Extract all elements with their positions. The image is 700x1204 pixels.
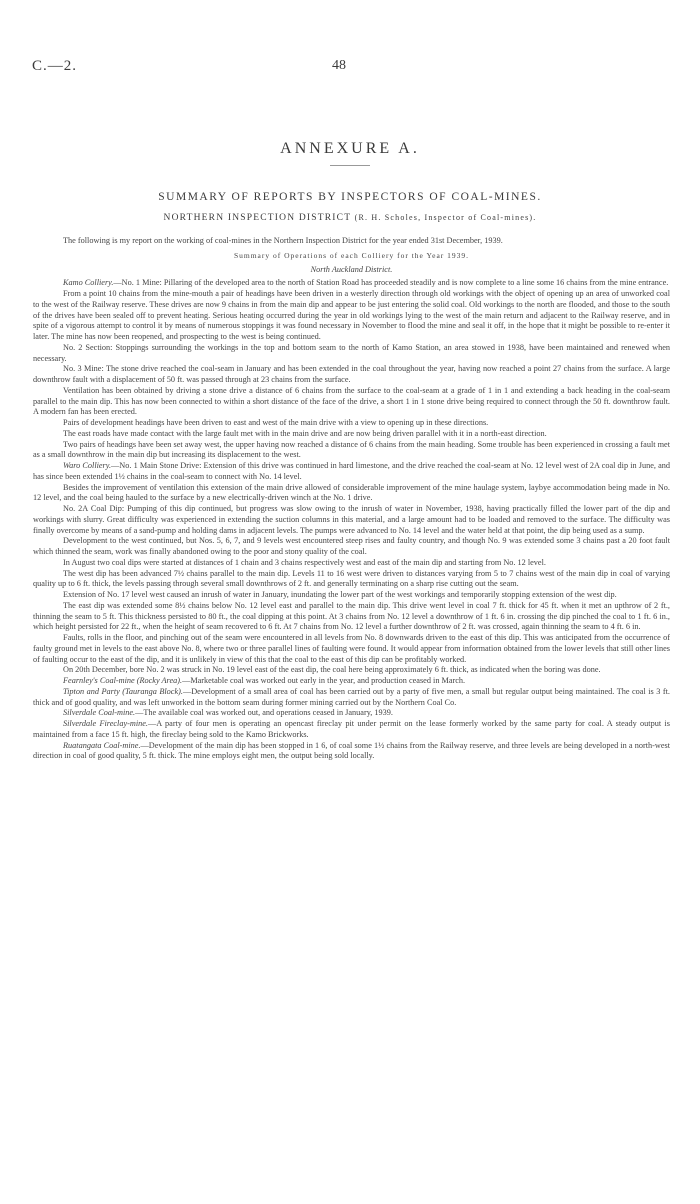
report-paragraph (33, 558, 670, 569)
report-paragraph (33, 461, 670, 483)
report-paragraph (33, 440, 670, 462)
report-paragraph (33, 386, 670, 418)
report-paragraph (33, 418, 670, 429)
colliery-name: Ruatangata Coal-mine. (63, 740, 141, 750)
report-paragraph (33, 483, 670, 505)
paragraph-text: Two pairs of headings have been set away west, the upper having now reached a distance of 6 chains from the main heading. Some trouble has been experienced in crossing a fault met as a small downthrow in the main dip but increasing its displacement to the west. (33, 439, 670, 460)
paragraph-text: No. 2 Section: Stoppings surrounding the workings in the top and bottom seam to the north of Kamo Station, an area stowed in 1938, have been maintained and renewed when necessary. (33, 342, 670, 363)
colliery-name: Kamo Colliery. (63, 278, 114, 288)
summary-heading: SUMMARY OF REPORTS BY INSPECTORS OF COAL-MINES. (158, 191, 542, 203)
colliery-name: Tipton and Party (Tauranga Block). (63, 686, 183, 696)
report-paragraph (33, 343, 670, 365)
report-paragraph (33, 278, 670, 289)
paragraph-text: The east dip was extended some 8½ chains below No. 12 level east and parallel to the main dip. This drive went level in coal 7 ft. thick for 45 ft. when it met an upthrow of 2 ft., thinning the seam to 5 ft. This thickness persisted to 80 ft., the coal dipping at this point. At 3 chains from No. 12 level a downthrow of 1 ft. 6 in. crossing the dip pinched the coal to 1 ft. 6 in., which height persisted for 22 ft., when the height of seam recovered to 6 ft. At 7 chains from No. 12 level a further downthrow of 2 ft. was crossed, again thinning the seam to 4 ft. 6 in. (33, 600, 670, 632)
colliery-name: Silverdale Coal-mine. (63, 708, 136, 718)
report-paragraph (33, 665, 670, 676)
paragraph-text: —Development of the main dip has been stopped in 1 6, of coal some 1½ chains from the Railway reserve, and three levels are being developed in a north-west direction in coal of good quality, 5 ft. thick. The mine employs eight men, the output being sold locally. (33, 740, 671, 761)
paragraph-text: —Marketable coal was worked out early in the year, and production ceased in March. (182, 676, 466, 685)
report-paragraph (33, 504, 670, 536)
report-paragraphs (33, 278, 670, 762)
report-paragraph (33, 676, 670, 687)
report-paragraph (33, 429, 670, 440)
colliery-name: Fearnley's Coal-mine (Rocky Area). (63, 676, 183, 685)
report-paragraph (33, 590, 670, 601)
annexure-title: ANNEXURE A. (280, 140, 420, 157)
paragraph-text: —Development of a small area of coal has been carried out by a party of five men, a small but regular output being maintained. The coal is 3 ft. thick and of good quality, and was left unworked in the bottom seam during former mining carried out by the Northern Coal Co. (33, 686, 670, 707)
district-inspector: (R. H. Scholes, Inspector of Coal-mines). (354, 213, 537, 222)
district-heading (0, 213, 700, 223)
report-paragraph (33, 719, 670, 741)
paragraph-text: No. 2A Coal Dip: Pumping of this dip continued, but progress was slow owing to the inrush of water in November, 1938, having practically filled the lower part of the dip and workings with slurry. Great difficulty was experienced in extending the suction columns in this material, and a large amount had to be loaded and removed to the surface. The difficulty was finally overcome by means of a sand-pump and holding dams in adjacent levels. The pumps were advanced to No. 14 level and the water held at that point, the dip being used as a sump. (33, 504, 670, 535)
operations-subheading: Summary of Operations of each Colliery for the Year 1939. (233, 250, 470, 260)
paragraph-text: Besides the improvement of ventilation this extension of the main drive allowed of considerable improvement of the mine haulage system, laybye accommodation being made in No. 12 level, and the coal being hauled to the surface by a new electrically-driven winch at the No. 1 drive. (33, 482, 670, 503)
paragraph-text: No. 3 Mine: The stone drive reached the coal-seam in January and has been extended in the coal throughout the year, having now reached a point 27 chains from the surface. A large downthrow fault with a displacement of 50 ft. was passed through at 23 chains from the surface. (33, 364, 670, 384)
paragraph-text: The west dip has been advanced 7½ chains parallel to the main dip. Levels 11 to 16 west were driven to distances varying from 5 to 7 chains west of the main dip in coal of varying quality up to 6 ft. thick, the levels passing through several small downthrows of 2 ft. and generally terminating on a sharp rise cutting out the seam. (33, 568, 670, 589)
paragraph-text: —No. 1 Mine: Pillaring of the developed area to the north of Station Road has proceeded steadily and is now complete to a line some 16 chains from the mine entrance. (113, 278, 669, 288)
paragraph-text: From a point 10 chains from the mine-mouth a pair of headings have been driven in a westerly direction through old workings with the object of opening up an area of unworked coal to the west of the Railway reserve. These drives are now 9 chains in from the main dip and appear to be just entering the solid coal. Old workings to the north are flooded, and those to the south of the drives have been sealed off to prevent heating. Serious heating occurred during the year in old workings lying to the west of the main return and adjacent to the Railway reserve, and in spite of a vigorous attempt to control it by means of numerous stoppings it was found necessary in November to flood the mine and seal it off, in the hope that it might be possible to re-enter it later. The mine has now been reopened, and prospecting to the west is being continued. (33, 289, 670, 341)
report-paragraph (33, 687, 670, 709)
paragraph-text: Ventilation has been obtained by driving a stone drive a distance of 6 chains from the surface to the coal-seam at a grade of 1 in 1 and extending a back heading in the coal-seam parallel to the main dip. This has now been connected to within a short distance of the face of the drive, a short 1 in 1 stone drive being required to connect through the 50 ft. downthrow fault. A modern fan has been erected. (33, 385, 670, 417)
colliery-name: Silverdale Fireclay-mine. (63, 719, 148, 728)
report-paragraph (33, 289, 670, 343)
document-reference: C.—2. (32, 58, 78, 74)
report-paragraph (33, 364, 670, 386)
paragraph-text: Faults, rolls in the floor, and pinching out of the seam were encountered in all levels from No. 8 downwards driven to the east of this dip. This was anticipated from the occurrence of faulty ground met in levels to the east above No. 8, where two or three parallel lines of faulting were found. It would appear from information obtained from the lower levels that still other lines of faulting occur to the east of the dip, and it is unlikely in view of this that the coal to the east of this dip can be profitably worked. (33, 633, 670, 664)
paragraph-text: In August two coal dips were started at distances of 1 chain and 3 chains respectively west and east of the main dip and starting from No. 12 level. (63, 557, 546, 567)
report-paragraph (33, 601, 670, 633)
paragraph-text: —No. 1 Main Stone Drive: Extension of this drive was continued in hard limestone, and the drive reached the coal-seam at No. 12 level west of 2A coal dip in June, and has since been extended 1½ chains in the coal-seam to connect with No. 14 level. (33, 461, 670, 481)
page-number: 48 (332, 58, 346, 73)
colliery-name: Waro Colliery. (63, 461, 112, 470)
paragraph-text: The east roads have made contact with the large fault met with in the main drive and are now being driven parallel with it in a north-east direction. (63, 428, 547, 438)
paragraph-text: —A party of four men is operating an opencast fireclay pit under permit on the lease formerly worked by the same party for coal. A steady output is maintained from a face 15 ft. high, the fireclay being sold to the Kamo Brickworks. (33, 719, 670, 739)
intro-paragraph: The following is my report on the working of coal-mines in the Northern Inspection District for the year ended 31st December, 1939. (63, 236, 503, 245)
paragraph-text: Development to the west continued, but Nos. 5, 6, 7, and 9 levels west encountered steep rises and faulty country, and though No. 9 was extended some 3 chains past a 20 foot fault which thinned the seam, work was finally abandoned owing to the poor and stony quality of the coal. (33, 536, 670, 556)
paragraph-text: Extension of No. 17 level west caused an inrush of water in January, inundating the lower part of the west workings and temporarily stopping extension of the west dip. (63, 590, 617, 599)
report-paragraph (33, 569, 670, 591)
report-paragraph (33, 708, 670, 719)
paragraph-text: —The available coal was worked out, and operations ceased in January, 1939. (135, 708, 393, 718)
title-divider (330, 165, 370, 166)
district-name: NORTHERN INSPECTION DISTRICT (163, 213, 352, 223)
report-paragraph (33, 741, 670, 763)
paragraph-text: Pairs of development headings have been driven to east and west of the main drive with a view to opening up in these directions. (63, 418, 489, 427)
region-subheading: North Auckland District. (310, 264, 393, 274)
paragraph-text: On 20th December, bore No. 2 was struck in No. 19 level east of the east dip, the coal here being approximately 6 ft. thick, as indicated when the boring was done. (63, 665, 601, 675)
report-paragraph (33, 633, 670, 665)
report-paragraph (33, 536, 670, 558)
report-body (33, 236, 670, 762)
